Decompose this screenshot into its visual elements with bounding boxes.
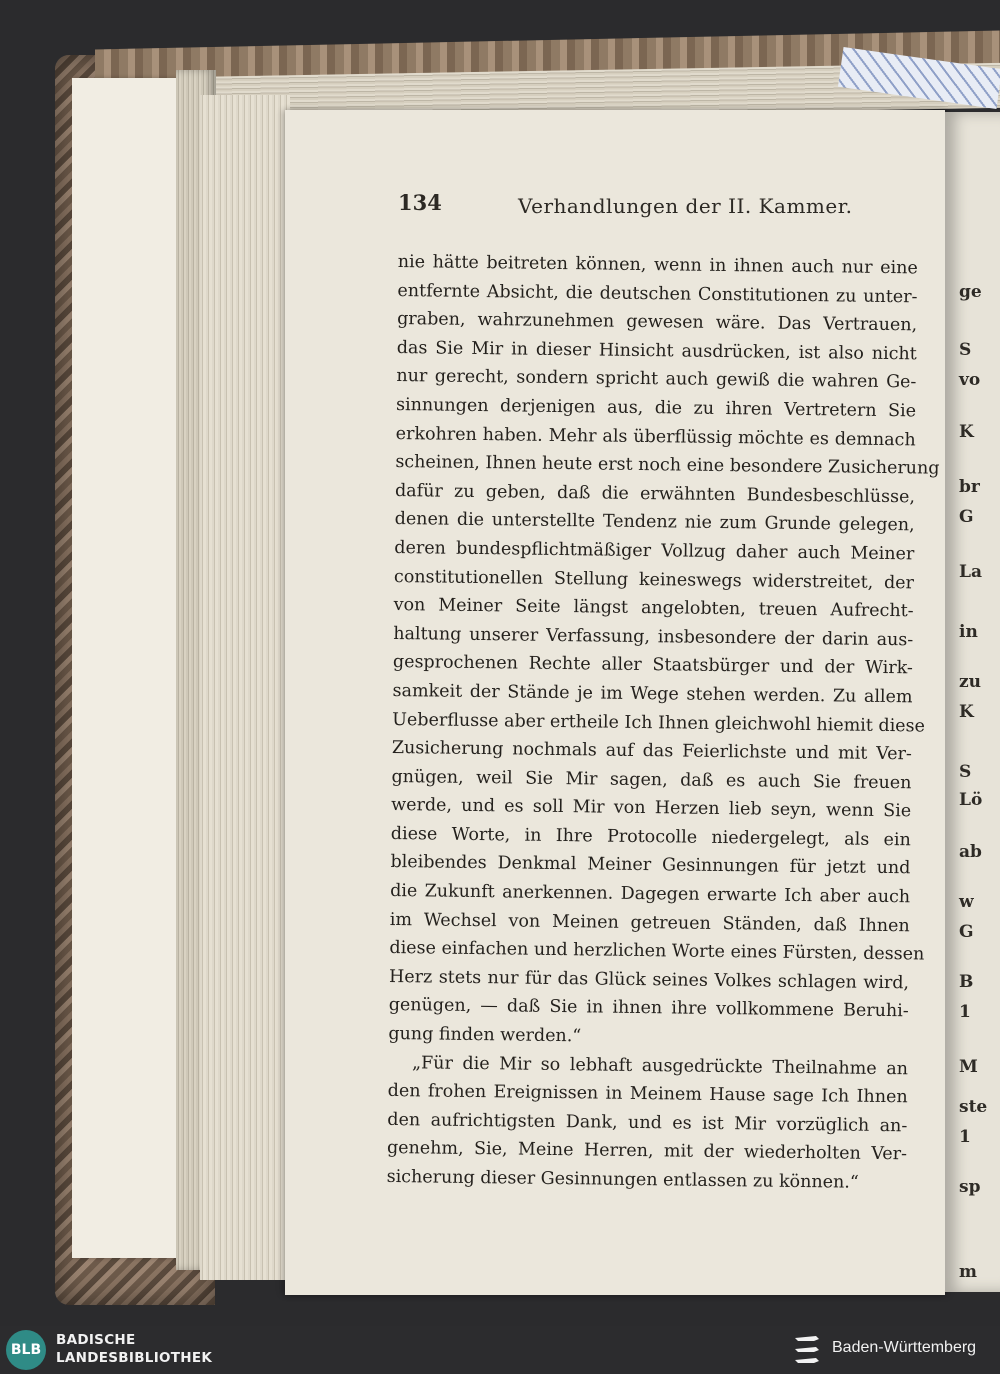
facing-page-fragment: S (959, 340, 972, 360)
facing-page-fragment: B (959, 972, 974, 992)
facing-page-fragment: La (959, 562, 982, 582)
text-line: das Sie Mir in dieser Hinsicht ausdrücken, ist also nicht (396, 337, 917, 365)
facing-page-fragment: K (959, 422, 974, 442)
text-line: constitutionellen Stellung keineswegs widerstreitet, der (393, 566, 915, 593)
library-name-line1: BADISCHE (56, 1332, 136, 1348)
facing-page-fragment: 1 (959, 1002, 971, 1022)
facing-page-fragment: S (959, 762, 972, 782)
facing-page-fragment: sp (959, 1177, 981, 1197)
text-line: nie hätte beitreten können, wenn in ihnen auch nur eine (397, 251, 918, 279)
facing-page-fragment: 1 (959, 1127, 971, 1147)
facing-page-edge (945, 112, 1000, 1292)
text-line: genügen, — daß Sie in ihnen ihre vollkommene Beruhi- (388, 995, 909, 1022)
facing-page-fragment: ste (959, 1097, 988, 1117)
running-head-title: Verhandlungen der II. Kammer. (518, 194, 853, 218)
text-line: erkohren haben. Mehr als überflüssig möchte es demnach (395, 423, 916, 450)
text-line: bleibendes Denkmal Meiner Gesinnungen für jetzt und (390, 852, 911, 879)
facing-page-fragment: m (959, 1262, 977, 1282)
page-number: 134 (398, 190, 442, 215)
facing-page-fragment: in (959, 622, 978, 642)
text-line: Herz stets nur für das Glück seines Volkes schlagen wird, (388, 966, 910, 994)
text-line: gesprochenen Rechte aller Staatsbürger und der Wirk- (392, 652, 914, 679)
facing-page-fragment: Lö (959, 790, 983, 810)
text-line: entfernte Absicht, die deutschen Constitutionen zu unter- (397, 280, 918, 307)
page-body-text (386, 248, 940, 1198)
page-stack (200, 95, 290, 1280)
library-name[interactable] (56, 1331, 212, 1367)
facing-page-fragment: zu (959, 672, 982, 692)
text-line: Zusicherung nochmals auf das Feierlichste und mit Ver- (391, 738, 912, 765)
facing-page-fragment: ge (959, 282, 982, 302)
text-line: „Für die Mir so lebhaft ausgedrückte Theilnahme an (411, 1052, 909, 1079)
text-line: denen die unterstellte Tendenz nie zum Grunde gelegen, (394, 509, 915, 536)
facing-page-fragment: G (959, 507, 974, 527)
state-name[interactable]: Baden-Württemberg (832, 1339, 977, 1356)
facing-page-fragment: w (959, 892, 974, 912)
text-line: den frohen Ereignissen in Meinem Hause sage Ich Ihnen (387, 1081, 908, 1108)
facing-page-fragment: vo (959, 370, 981, 390)
text-line: von Meiner Seite längst angelobten, treuen Aufrecht- (393, 595, 914, 622)
text-line: werde, und es soll Mir von Herzen lieb seyn, wenn Sie (391, 795, 912, 822)
facing-page-fragment: K (959, 702, 974, 722)
text-line: scheinen, Ihnen heute erst noch eine besondere Zusicherung (395, 452, 940, 479)
viewer-footer (0, 1326, 1000, 1374)
text-line: diese einfachen und herzlichen Worte eines Fürsten, dessen (389, 938, 925, 965)
text-line: die Zukunft anerkennen. Dagegen erwarte Ich aber auch (390, 881, 911, 908)
text-line: gnügen, weil Sie Mir sagen, daß es auch Sie freuen (391, 766, 912, 794)
text-line: gung finden werden.“ (388, 1023, 582, 1047)
text-line: im Wechsel von Meinen getreuen Ständen, daß Ihnen (389, 909, 910, 936)
text-line: graben, wahrzunehmen gewesen wäre. Das Vertrauen, (397, 309, 918, 336)
text-line: diese Worte, in Ihre Protocolle niedergelegt, als ein (390, 823, 911, 851)
text-line: genehm, Sie, Meine Herren, mit der wiederholten Ver- (386, 1138, 908, 1165)
text-line: dafür zu geben, daß die erwähnten Bundesbeschlüsse, (394, 480, 916, 508)
facing-page-fragment: G (959, 922, 974, 942)
text-line: den aufrichtigsten Dank, und es ist Mir vorzüglich an- (387, 1109, 908, 1137)
text-line: samkeit der Stände je im Wege stehen werden. Zu allem (392, 680, 913, 708)
text-line: nur gerecht, sondern spricht auch gewiß die wahren Ge- (396, 366, 917, 393)
text-line: deren bundespflichtmäßiger Vollzug daher auch Meiner (394, 537, 915, 565)
facing-page-fragment: M (959, 1057, 978, 1077)
three-lions-icon (792, 1332, 822, 1368)
text-line: Ueberflusse aber ertheile Ich Ihnen gleichwohl hiemit diese (392, 709, 926, 736)
blb-logo[interactable]: BLB (6, 1330, 46, 1370)
running-head (398, 190, 898, 230)
text-line: sinnungen derjenigen aus, die zu ihren Vertretern Sie (395, 394, 917, 422)
facing-page-fragment: ab (959, 842, 982, 862)
facing-page-fragment: br (959, 477, 980, 497)
library-name-line2: LANDESBIBLIOTHEK (56, 1350, 213, 1366)
flyleaf (72, 78, 176, 1258)
text-line: haltung unserer Verfassung, insbesondere der darin aus- (393, 623, 914, 651)
text-line: sicherung dieser Gesinnungen entlassen zu können.“ (386, 1166, 859, 1193)
